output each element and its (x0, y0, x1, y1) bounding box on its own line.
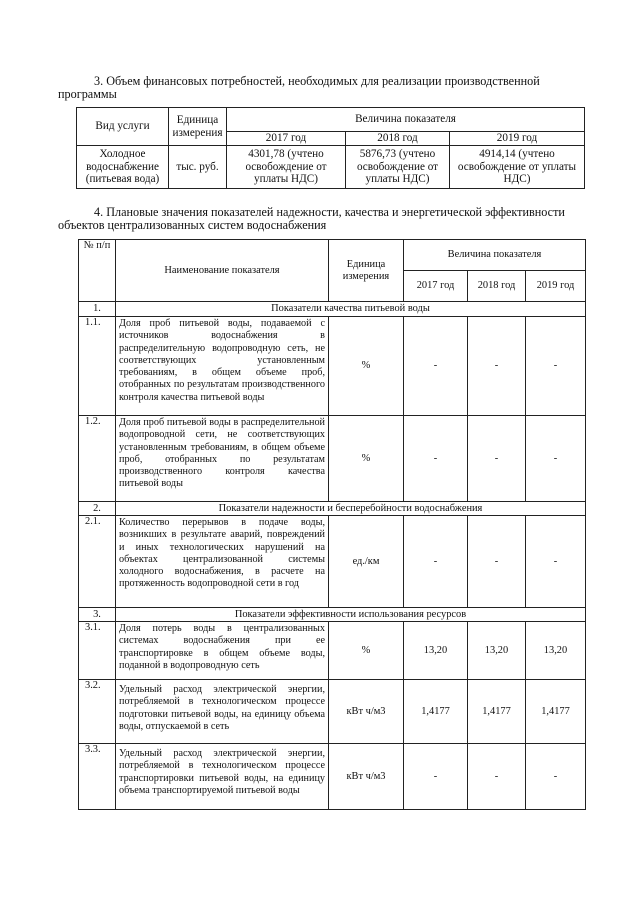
value-2017: 1,4177 (404, 680, 468, 744)
value-2019: - (526, 516, 586, 608)
value-2019: - (526, 317, 586, 416)
group-num: 1. (79, 302, 116, 317)
indicator-unit: % (329, 416, 404, 502)
value-2018: 13,20 (468, 622, 526, 680)
financial-needs-table (76, 107, 585, 189)
indicator-name: Доля потерь воды в централизованных системах водоснабжения при ее транспортировке в общем объеме воды, поданной в водопроводную сеть (116, 622, 329, 680)
value-2017: - (404, 516, 468, 608)
indicator-unit: кВт ч/м3 (329, 680, 404, 744)
indicator-unit: ед./км (329, 516, 404, 608)
section3-heading-line1: 3. Объем финансовых потребностей, необходимых для реализации производственной (94, 74, 540, 88)
year-2017-header: 2017 год (227, 132, 346, 146)
value-2017-cell: 4301,78 (учтено освобождение от уплаты НДС) (227, 146, 346, 189)
col-value-header: Величина показателя (227, 108, 585, 132)
value-2017: - (404, 744, 468, 810)
value-2017: - (404, 416, 468, 502)
value-2018-cell: 5876,73 (учтено освобождение от уплаты НДС) (346, 146, 450, 189)
row-num: 3.1. (79, 622, 116, 680)
row-num: 1.1. (79, 317, 116, 416)
table-row (79, 744, 586, 810)
group-num: 3. (79, 608, 116, 622)
group-row (79, 302, 586, 317)
year-2017-header: 2017 год (404, 271, 468, 302)
table-row (77, 146, 585, 189)
col-unit-header: Единица измерения (169, 108, 227, 146)
section3-heading (58, 75, 593, 101)
row-num: 3.2. (79, 680, 116, 744)
value-2017: 13,20 (404, 622, 468, 680)
value-2019: 13,20 (526, 622, 586, 680)
col-num-header: № п/п (79, 240, 116, 302)
col-unit-header: Единица измерения (329, 240, 404, 302)
section4-heading-line2: объектов централизованных систем водоснабжения (58, 218, 327, 232)
value-2018: 1,4177 (468, 680, 526, 744)
value-2019: 1,4177 (526, 680, 586, 744)
unit-cell: тыс. руб. (169, 146, 227, 189)
year-2018-header: 2018 год (346, 132, 450, 146)
value-2019-cell: 4914,14 (учтено освобождение от уплаты НДС) (450, 146, 585, 189)
group-num: 2. (79, 502, 116, 516)
section4-heading-line1: 4. Плановые значения показателей надежности, качества и энергетической эффективности (94, 205, 565, 219)
value-2017: - (404, 317, 468, 416)
table-row (79, 516, 586, 608)
indicator-name: Доля проб питьевой воды в распределительной водопроводной сети, не соответствующих установленным требованиям, в общем объеме проб, отобранных по результатам производственного контроля качества питьевой воды (116, 416, 329, 502)
table-row (79, 317, 586, 416)
col-service-header: Вид услуги (77, 108, 169, 146)
group-title: Показатели надежности и бесперебойности водоснабжения (116, 502, 586, 516)
table-row (79, 416, 586, 502)
value-2019: - (526, 744, 586, 810)
year-2018-header: 2018 год (468, 271, 526, 302)
group-title: Показатели эффективности использования ресурсов (116, 608, 586, 622)
col-value-header: Величина показателя (404, 240, 586, 271)
group-row (79, 502, 586, 516)
year-2019-header: 2019 год (450, 132, 585, 146)
indicator-name: Удельный расход электрической энергии, потребляемой в технологическом процессе подготовки питьевой воды, на единицу объема воды, отпускаемой в сеть (116, 680, 329, 744)
row-num: 1.2. (79, 416, 116, 502)
indicators-table (78, 239, 586, 810)
group-row (79, 608, 586, 622)
table-row (79, 622, 586, 680)
section4-heading (58, 206, 593, 232)
value-2018: - (468, 317, 526, 416)
indicator-unit: % (329, 317, 404, 416)
year-2019-header: 2019 год (526, 271, 586, 302)
value-2018: - (468, 516, 526, 608)
value-2018: - (468, 744, 526, 810)
section3-heading-line2: программы (58, 87, 117, 101)
table-row (79, 680, 586, 744)
row-num: 2.1. (79, 516, 116, 608)
indicator-name: Доля проб питьевой воды, подаваемой с источников водоснабжения в распределительную водопроводную сеть, не соответствующих установленным требованиям, в общем объеме проб, отобранных по результатам производственного контроля качества питьевой воды (116, 317, 329, 416)
service-cell: Холодное водоснабжение (питьевая вода) (77, 146, 169, 189)
value-2018: - (468, 416, 526, 502)
value-2019: - (526, 416, 586, 502)
indicator-name: Количество перерывов в подаче воды, возникших в результате аварий, повреждений и иных технологических нарушений на объектах централизованной системы холодного водоснабжения, в расчете на протяженность водопроводной сети в год (116, 516, 329, 608)
col-name-header: Наименование показателя (116, 240, 329, 302)
indicator-unit: % (329, 622, 404, 680)
group-title: Показатели качества питьевой воды (116, 302, 586, 317)
indicator-name: Удельный расход электрической энергии, потребляемой в технологическом процессе транспортировки питьевой воды, на единицу объема транспортируемой питьевой воды (116, 744, 329, 810)
row-num: 3.3. (79, 744, 116, 810)
indicator-unit: кВт ч/м3 (329, 744, 404, 810)
